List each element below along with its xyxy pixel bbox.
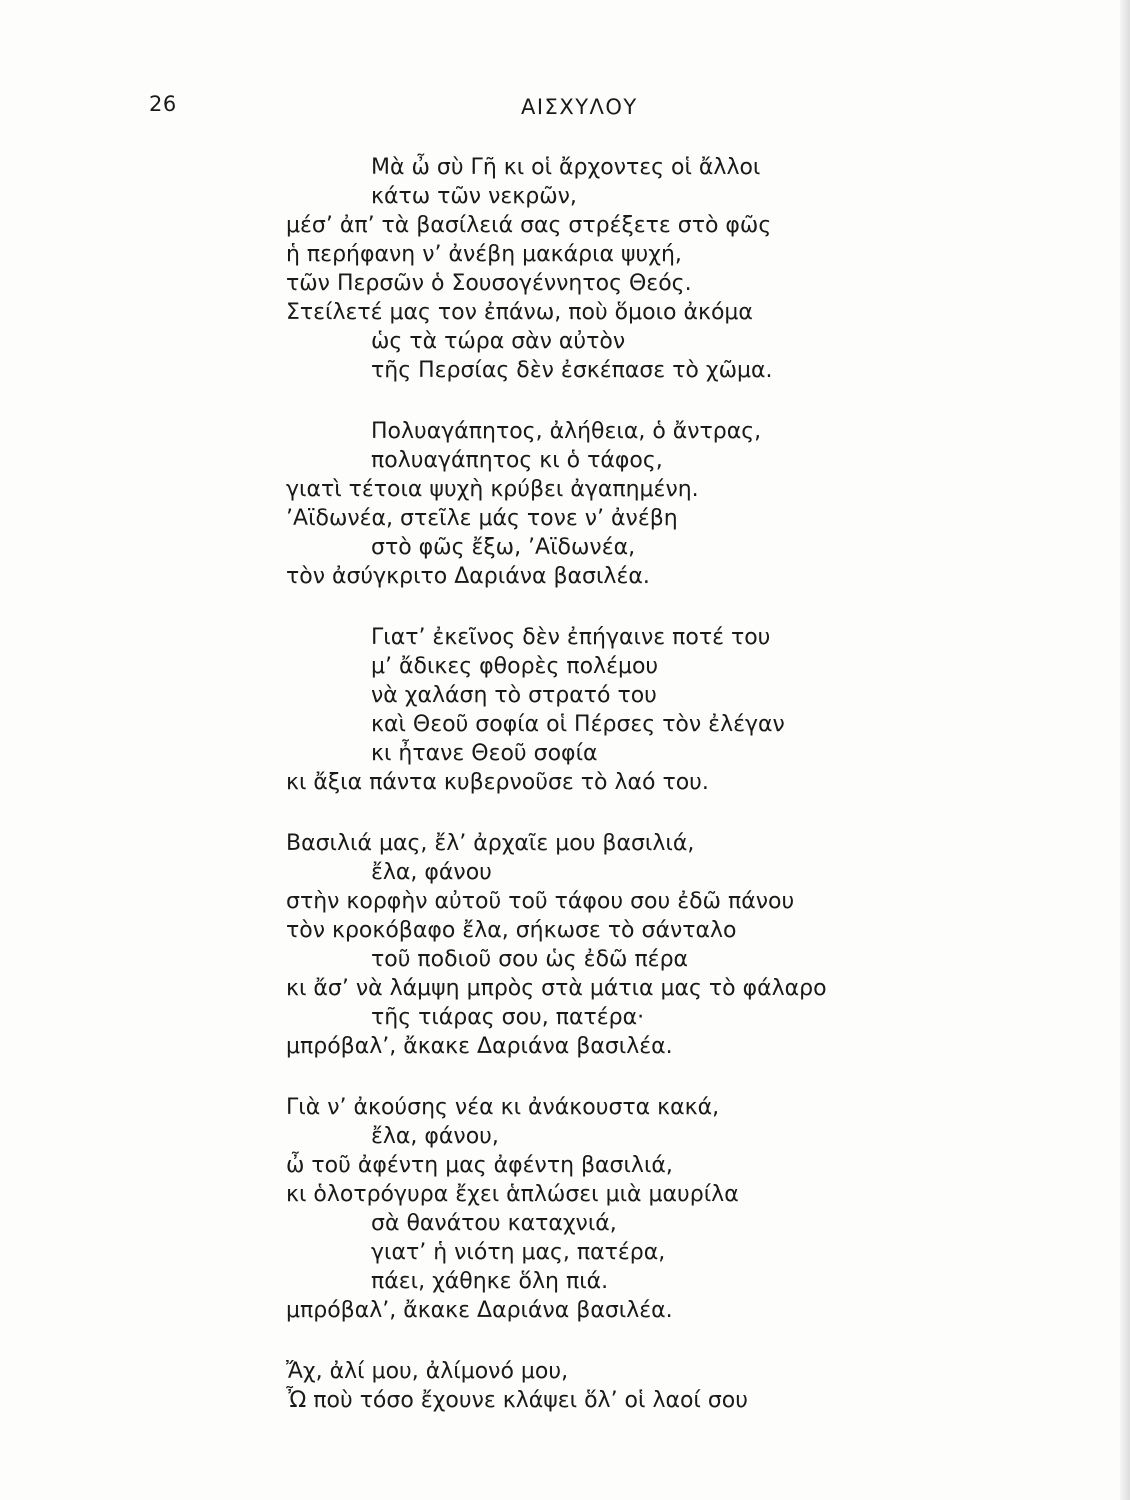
poem-line: μ’ ἄδικες φθορὲς πολέμου: [371, 654, 659, 679]
poem-line: Βασιλιά μας, ἔλ’ ἀρχαῖε μου βασιλιά,: [286, 831, 695, 856]
poem-line: ’Αϊδωνέα, στεῖλε μάς τονε ν’ ἀνέβη: [286, 506, 678, 531]
poem-line: Στείλετέ μας τον ἐπάνω, ποὺ ὅμοιο ἀκόμα: [286, 300, 753, 325]
poem-line: κι ἦτανε Θεοῦ σοφία: [371, 741, 598, 766]
poem-line: μπρόβαλ’, ἄκακε Δαριάνα βασιλέα.: [286, 1298, 673, 1323]
poem-line: Γιατ’ ἐκεῖνος δὲν ἐπήγαινε ποτέ του: [371, 625, 771, 650]
poem-line: ὡς τὰ τώρα σὰν αὐτὸν: [371, 329, 626, 354]
poem-line: τοῦ ποδιοῦ σου ὡς ἐδῶ πέρα: [371, 947, 689, 972]
poem-line: τὸν ἀσύγκριτο Δαριάνα βασιλέα.: [286, 564, 650, 589]
poem-line: πάει, χάθηκε ὅλη πιά.: [371, 1269, 609, 1294]
poem-line: ἡ περήφανη ν’ ἀνέβη μακάρια ψυχή,: [286, 242, 682, 267]
poem-line: Ἄχ, ἀλί μου, ἀλίμονό μου,: [286, 1359, 569, 1384]
poem-line: ὦ τοῦ ἀφέντη μας ἀφέντη βασιλιά,: [286, 1153, 673, 1178]
poem-line: σὰ θανάτου καταχνιά,: [371, 1211, 617, 1236]
poem-line: Ὦ ποὺ τόσο ἔχουνε κλάψει ὅλ’ οἱ λαοί σου: [286, 1388, 748, 1413]
poem-line: ἔλα, φάνου: [371, 860, 492, 885]
poem-line: στὸ φῶς ἔξω, ’Αϊδωνέα,: [371, 535, 636, 560]
page-number: 26: [149, 92, 177, 116]
poem-line: κάτω τῶν νεκρῶν,: [371, 184, 577, 209]
poem-line: τῆς Περσίας δὲν ἐσκέπασε τὸ χῶμα.: [371, 358, 773, 383]
poem-line: στὴν κορφὴν αὐτοῦ τοῦ τάφου σου ἐδῶ πάνου: [286, 889, 795, 914]
poem-line: τῆς τιάρας σου, πατέρα·: [371, 1005, 645, 1030]
poem-line: Πολυαγάπητος, ἀλήθεια, ὁ ἄντρας,: [371, 419, 762, 444]
poem-line: κι ὁλοτρόγυρα ἔχει ἁπλώσει μιὰ μαυρίλα: [286, 1182, 739, 1207]
poem-line: ἔλα, φάνου,: [371, 1124, 499, 1149]
poem-line: κι ἄσ’ νὰ λάμψη μπρὸς στὰ μάτια μας τὸ φάλαρο: [286, 976, 827, 1001]
poem-line: τὸν κροκόβαφο ἔλα, σήκωσε τὸ σάνταλο: [286, 918, 737, 943]
poem-line: Μὰ ὦ σὺ Γῆ κι οἱ ἄρχοντες οἱ ἄλλοι: [371, 155, 761, 180]
poem-line: Γιὰ ν’ ἀκούσης νέα κι ἀνάκουστα κακά,: [286, 1095, 720, 1120]
poem-line: γιατ’ ἡ νιότη μας, πατέρα,: [371, 1240, 666, 1265]
poem-line: μέσ’ ἀπ’ τὰ βασίλειά σας στρέξετε στὸ φῶς: [286, 213, 772, 238]
poem-line: πολυαγάπητος κι ὁ τάφος,: [371, 448, 663, 473]
poem-line: μπρόβαλ’, ἄκακε Δαριάνα βασιλέα.: [286, 1034, 673, 1059]
poem-line: κι ἄξια πάντα κυβερνοῦσε τὸ λαό του.: [286, 770, 709, 795]
running-head: ΑΙΣΧΥΛΟΥ: [521, 95, 638, 119]
poem-line: νὰ χαλάση τὸ στρατό του: [371, 683, 657, 708]
poem-line: γιατὶ τέτοια ψυχὴ κρύβει ἀγαπημένη.: [286, 477, 699, 502]
poem-line: τῶν Περσῶν ὁ Σουσογέννητος Θεός.: [286, 271, 692, 296]
poem-line: καὶ Θεοῦ σοφία οἱ Πέρσες τὸν ἐλέγαν: [371, 712, 785, 737]
